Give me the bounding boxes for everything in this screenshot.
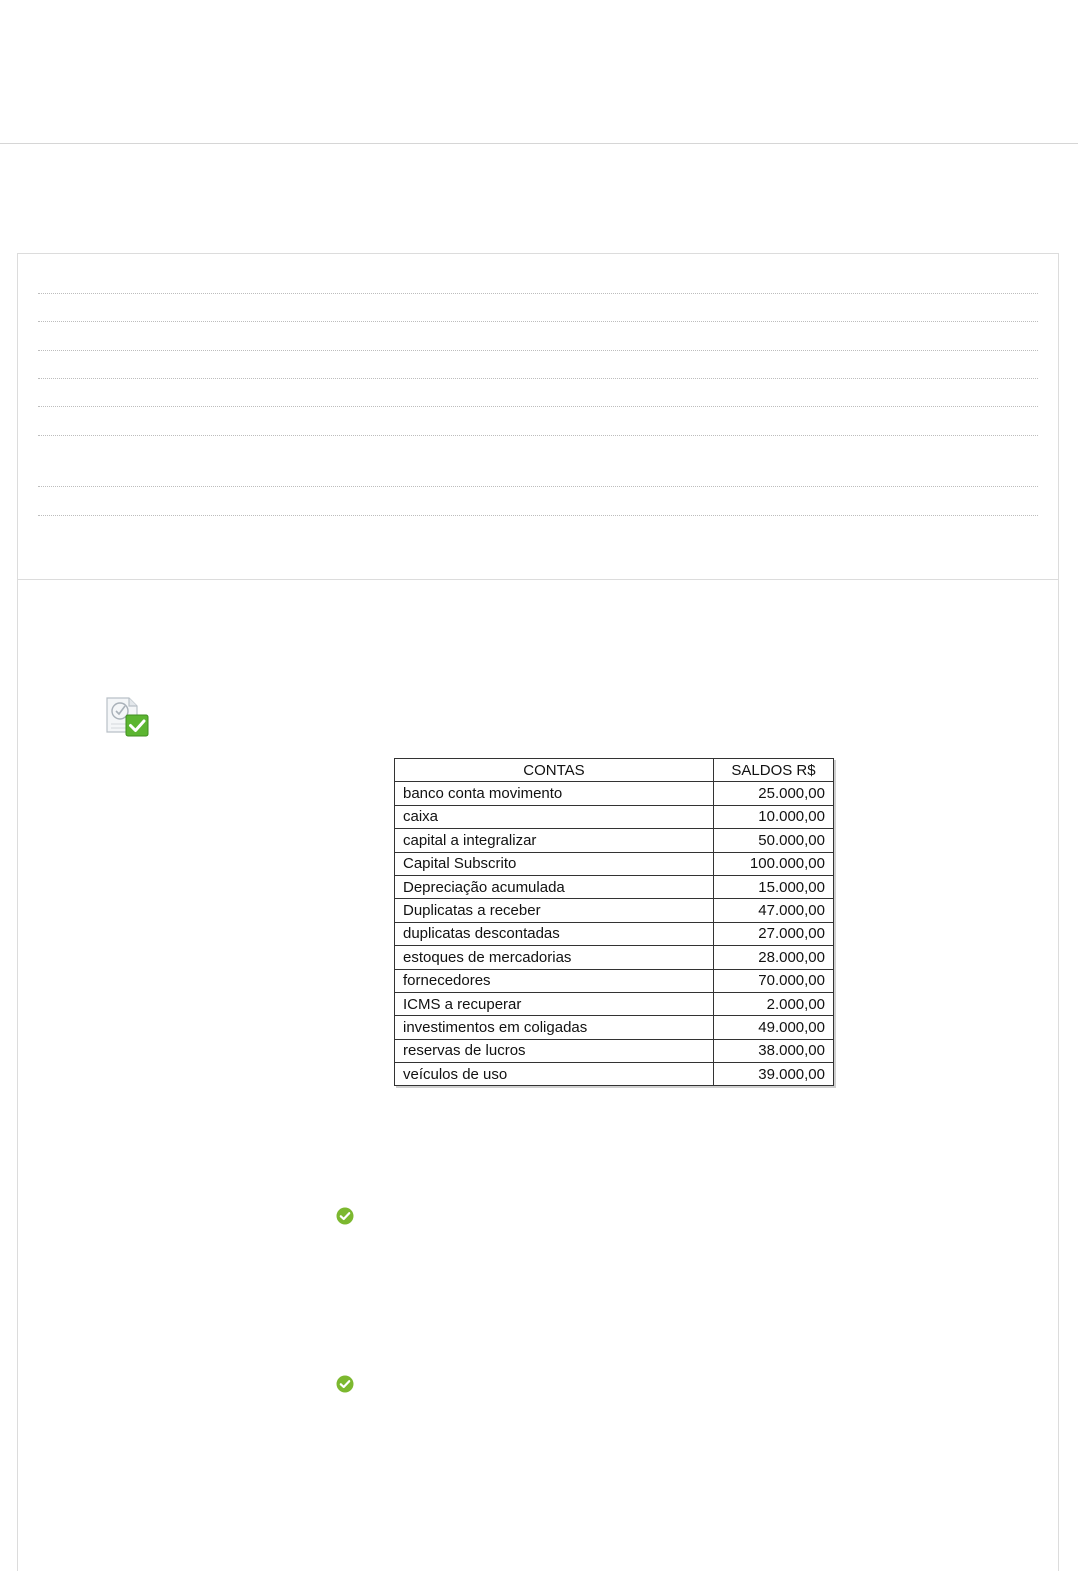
attempt-summary-panel bbox=[17, 253, 1059, 580]
account-balance: 50.000,00 bbox=[714, 829, 834, 852]
account-name: Duplicatas a receber bbox=[395, 899, 714, 922]
account-name: caixa bbox=[395, 805, 714, 828]
summary-row-divider bbox=[38, 321, 1038, 322]
account-balance: 2.000,00 bbox=[714, 992, 834, 1015]
account-name: banco conta movimento bbox=[395, 782, 714, 805]
document-checkmark-icon bbox=[105, 694, 151, 738]
table-row bbox=[395, 875, 834, 898]
account-name: fornecedores bbox=[395, 969, 714, 992]
account-balance: 47.000,00 bbox=[714, 899, 834, 922]
account-name: Capital Subscrito bbox=[395, 852, 714, 875]
summary-row-divider bbox=[38, 435, 1038, 436]
summary-row-divider bbox=[38, 515, 1038, 516]
account-name: Depreciação acumulada bbox=[395, 875, 714, 898]
table-row bbox=[395, 946, 834, 969]
account-balance: 27.000,00 bbox=[714, 922, 834, 945]
table-row bbox=[395, 1063, 834, 1086]
summary-row-divider bbox=[38, 406, 1038, 407]
summary-row-divider bbox=[38, 350, 1038, 351]
account-balance: 39.000,00 bbox=[714, 1063, 834, 1086]
page-header bbox=[0, 0, 1078, 144]
table-row bbox=[395, 992, 834, 1015]
green-check-circle-icon bbox=[336, 1207, 354, 1225]
account-balance: 10.000,00 bbox=[714, 805, 834, 828]
table-row bbox=[395, 1016, 834, 1039]
account-name: capital a integralizar bbox=[395, 829, 714, 852]
column-header-accounts: CONTAS bbox=[395, 759, 714, 782]
table-row bbox=[395, 899, 834, 922]
summary-row-divider bbox=[38, 293, 1038, 294]
table-row bbox=[395, 1039, 834, 1062]
table-header-row bbox=[395, 759, 834, 782]
table-row bbox=[395, 922, 834, 945]
accounts-balance-table bbox=[394, 758, 834, 1086]
table-row bbox=[395, 852, 834, 875]
table-row bbox=[395, 969, 834, 992]
account-balance: 15.000,00 bbox=[714, 875, 834, 898]
column-header-balances: SALDOS R$ bbox=[714, 759, 834, 782]
account-name: duplicatas descontadas bbox=[395, 922, 714, 945]
table-row bbox=[395, 805, 834, 828]
account-balance: 28.000,00 bbox=[714, 946, 834, 969]
account-name: veículos de uso bbox=[395, 1063, 714, 1086]
table-row bbox=[395, 829, 834, 852]
account-balance: 49.000,00 bbox=[714, 1016, 834, 1039]
account-balance: 100.000,00 bbox=[714, 852, 834, 875]
account-balance: 25.000,00 bbox=[714, 782, 834, 805]
account-balance: 38.000,00 bbox=[714, 1039, 834, 1062]
green-check-circle-icon bbox=[336, 1375, 354, 1393]
account-balance: 70.000,00 bbox=[714, 969, 834, 992]
account-name: investimentos em coligadas bbox=[395, 1016, 714, 1039]
account-name: estoques de mercadorias bbox=[395, 946, 714, 969]
summary-row-divider bbox=[38, 486, 1038, 487]
account-name: reservas de lucros bbox=[395, 1039, 714, 1062]
summary-row-divider bbox=[38, 378, 1038, 379]
table-row bbox=[395, 782, 834, 805]
account-name: ICMS a recuperar bbox=[395, 992, 714, 1015]
